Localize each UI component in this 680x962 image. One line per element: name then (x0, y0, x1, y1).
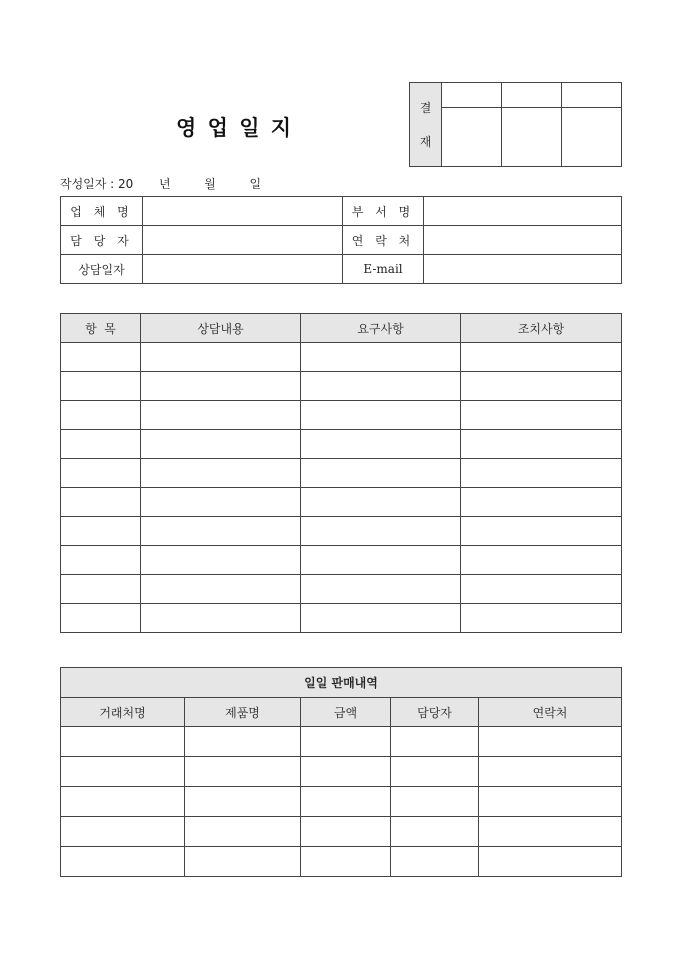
contact-label: 연 락 처 (343, 226, 424, 255)
table-cell[interactable] (61, 546, 141, 575)
table-cell[interactable] (391, 757, 479, 787)
table-cell[interactable] (61, 727, 185, 757)
table-cell[interactable] (461, 459, 622, 488)
contact-field[interactable] (424, 226, 622, 255)
table-row (61, 575, 622, 604)
table-cell[interactable] (61, 459, 141, 488)
table-cell[interactable] (141, 604, 301, 633)
table-cell[interactable] (61, 343, 141, 372)
approval-sign-cell[interactable] (502, 108, 562, 167)
date-day: 일 (249, 177, 262, 191)
table-cell[interactable] (141, 517, 301, 546)
table-cell[interactable] (479, 847, 622, 877)
table-cell[interactable] (301, 401, 461, 430)
table-cell[interactable] (461, 604, 622, 633)
consult-date-field[interactable] (143, 255, 343, 284)
table-cell[interactable] (301, 488, 461, 517)
info-table (60, 196, 622, 284)
approval-label-bottom: 재 (419, 134, 432, 149)
table-cell[interactable] (61, 817, 185, 847)
table-cell[interactable] (479, 787, 622, 817)
table-row (61, 372, 622, 401)
table-cell[interactable] (461, 430, 622, 459)
table-cell[interactable] (301, 787, 391, 817)
table-cell[interactable] (141, 546, 301, 575)
table-cell[interactable] (391, 787, 479, 817)
table-row (61, 787, 622, 817)
table-cell[interactable] (141, 430, 301, 459)
table-cell[interactable] (301, 459, 461, 488)
table-cell[interactable] (461, 488, 622, 517)
date-prefix: 작성일자 : 20 (60, 177, 134, 191)
table-cell[interactable] (61, 604, 141, 633)
table-cell[interactable] (391, 817, 479, 847)
consult-header-request: 요구사항 (301, 314, 461, 343)
sales-header-manager: 담당자 (391, 698, 479, 727)
table-cell[interactable] (301, 847, 391, 877)
table-row (61, 488, 622, 517)
sales-header-amount: 금액 (301, 698, 391, 727)
dept-label: 부 서 명 (343, 197, 424, 226)
table-row (61, 817, 622, 847)
table-cell[interactable] (461, 401, 622, 430)
table-cell[interactable] (61, 488, 141, 517)
approval-sign-cell[interactable] (562, 108, 622, 167)
consult-header-action: 조치사항 (461, 314, 622, 343)
email-label: E-mail (343, 255, 424, 284)
consult-header-content: 상담내용 (141, 314, 301, 343)
table-cell[interactable] (141, 488, 301, 517)
sales-table (60, 667, 622, 877)
table-cell[interactable] (185, 817, 301, 847)
table-cell[interactable] (301, 757, 391, 787)
email-field[interactable] (424, 255, 622, 284)
table-cell[interactable] (301, 517, 461, 546)
table-cell[interactable] (479, 817, 622, 847)
table-cell[interactable] (391, 727, 479, 757)
sales-header-product: 제품명 (185, 698, 301, 727)
approval-sign-cell[interactable] (442, 108, 502, 167)
table-row (61, 517, 622, 546)
table-cell[interactable] (301, 430, 461, 459)
company-label: 업 체 명 (61, 197, 143, 226)
table-row (61, 604, 622, 633)
consult-header-item: 항 목 (61, 314, 141, 343)
table-row (61, 401, 622, 430)
table-cell[interactable] (61, 575, 141, 604)
dept-field[interactable] (424, 197, 622, 226)
table-cell[interactable] (141, 459, 301, 488)
table-cell[interactable] (301, 575, 461, 604)
table-row (61, 459, 622, 488)
table-cell[interactable] (301, 343, 461, 372)
table-cell[interactable] (461, 372, 622, 401)
table-cell[interactable] (391, 847, 479, 877)
table-row (61, 847, 622, 877)
sales-header-contact: 연락처 (479, 698, 622, 727)
table-row (61, 546, 622, 575)
table-cell[interactable] (141, 575, 301, 604)
table-cell[interactable] (301, 546, 461, 575)
approval-header-cell (502, 83, 562, 108)
table-cell[interactable] (301, 604, 461, 633)
table-cell[interactable] (461, 546, 622, 575)
table-cell[interactable] (461, 517, 622, 546)
table-row (61, 430, 622, 459)
date-month: 월 (204, 177, 216, 191)
approval-header-cell (562, 83, 622, 108)
manager-label: 담 당 자 (61, 226, 143, 255)
table-cell[interactable] (61, 372, 141, 401)
date-year: 년 (158, 177, 171, 191)
table-cell[interactable] (479, 757, 622, 787)
table-cell[interactable] (61, 787, 185, 817)
table-cell[interactable] (479, 727, 622, 757)
page-title: 영 업 일 지 (176, 115, 294, 140)
table-cell[interactable] (61, 757, 185, 787)
table-row (61, 343, 622, 372)
manager-field[interactable] (143, 226, 343, 255)
table-row (61, 757, 622, 787)
table-cell[interactable] (61, 517, 141, 546)
table-row (61, 727, 622, 757)
table-cell[interactable] (141, 343, 301, 372)
table-cell[interactable] (185, 727, 301, 757)
table-cell[interactable] (461, 575, 622, 604)
table-cell[interactable] (141, 372, 301, 401)
approval-label (410, 83, 442, 167)
consult-header-row (61, 314, 622, 343)
approval-box (409, 82, 622, 167)
table-cell[interactable] (185, 757, 301, 787)
approval-header-cell (442, 83, 502, 108)
table-cell[interactable] (61, 847, 185, 877)
table-cell[interactable] (141, 401, 301, 430)
consult-date-label: 상담일자 (61, 255, 143, 284)
table-cell[interactable] (61, 401, 141, 430)
table-cell[interactable] (301, 727, 391, 757)
sales-header-row (61, 698, 622, 727)
table-cell[interactable] (461, 343, 622, 372)
table-cell[interactable] (185, 787, 301, 817)
company-field[interactable] (143, 197, 343, 226)
sales-header-client: 거래처명 (61, 698, 185, 727)
date-line (60, 175, 261, 192)
consult-table (60, 313, 622, 633)
sales-table-title: 일일 판매내역 (61, 668, 622, 698)
table-cell[interactable] (185, 847, 301, 877)
table-cell[interactable] (301, 817, 391, 847)
table-cell[interactable] (301, 372, 461, 401)
approval-label-top: 결 (419, 100, 432, 115)
table-cell[interactable] (61, 430, 141, 459)
